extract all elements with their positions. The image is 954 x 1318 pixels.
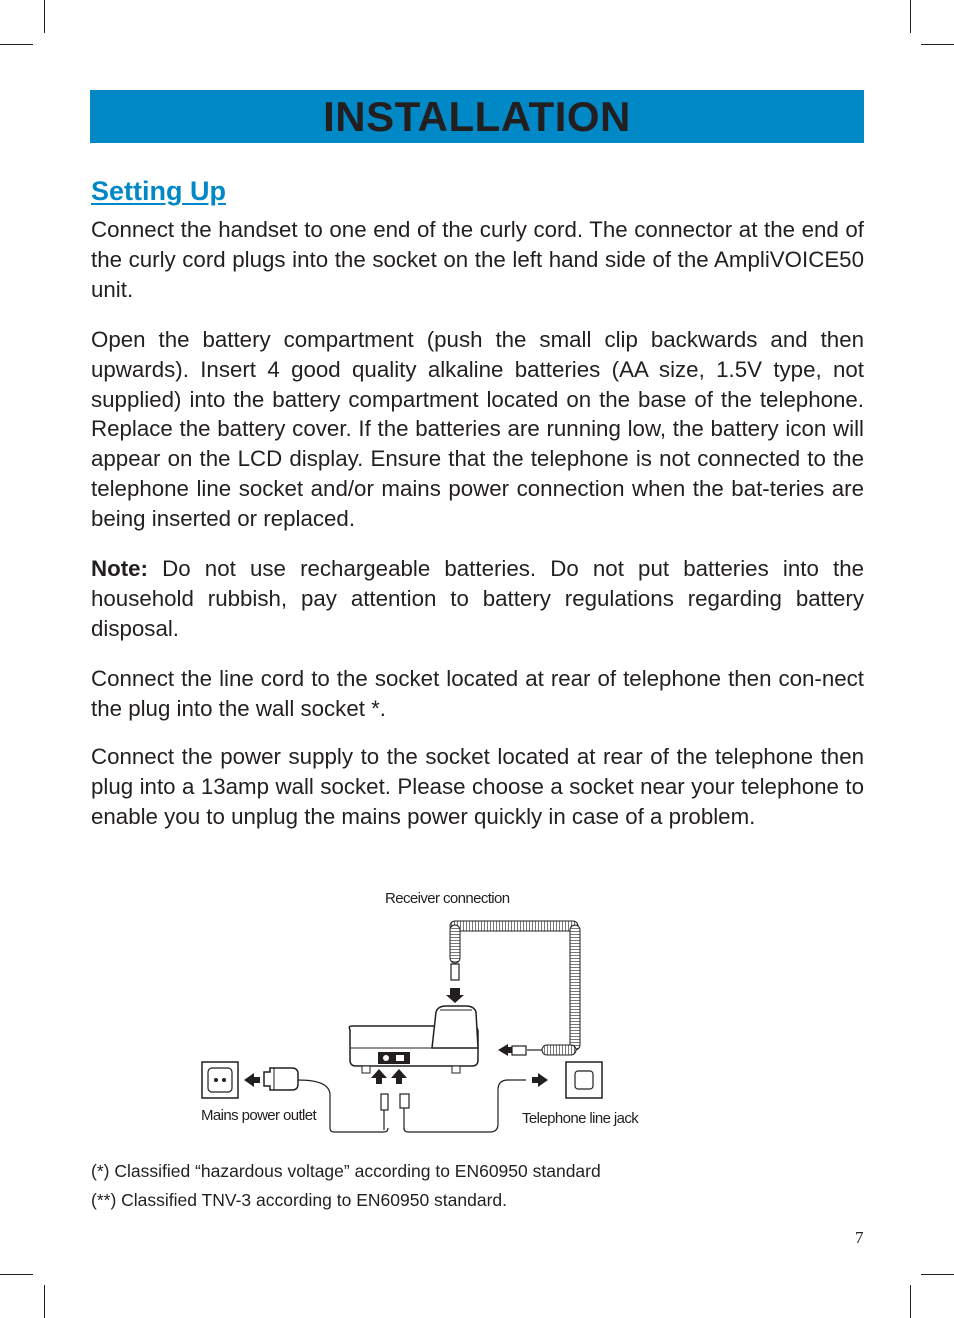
- paragraph-power-supply: Connect the power supply to the socket located at rear of the telephone then plug into a 13amp wall socket. Please choose a socket near your telephone to enable you to unplug the mains power quickly in case of a problem.: [91, 744, 864, 829]
- paragraph-handset: Connect the handset to one end of the curly cord. The connector at the end of the curly cord plugs into the socket on the left hand side of the AmpliVOICE50 unit.: [91, 217, 864, 302]
- paragraph-line-cord: Connect the line cord to the socket located at rear of telephone then con-nect the plug into the wall socket *.: [91, 666, 864, 721]
- footnote-tnv3: (**) Classified TNV-3 according to EN60950 standard.: [91, 1190, 508, 1210]
- receiver-connection-label: Receiver connection: [385, 890, 510, 907]
- crop-mark: [0, 44, 33, 45]
- line-jack-icon: [566, 1062, 602, 1098]
- arrow-icon: [446, 988, 464, 1003]
- page-number: 7: [855, 1228, 864, 1247]
- line-plug-icon: [400, 1094, 409, 1108]
- crop-mark: [921, 44, 954, 45]
- power-plug-icon: [381, 1094, 388, 1110]
- arrow-icon: [371, 1069, 387, 1084]
- note-text: Do not use rechargeable batteries. Do not put batteries into the household rubbish, pay attention to battery regulations regarding battery disposal.: [91, 556, 864, 641]
- paragraph-note: [91, 554, 864, 643]
- connection-diagram: [190, 880, 670, 1140]
- crop-mark: [910, 1285, 911, 1318]
- arrow-icon: [498, 1044, 512, 1056]
- mains-power-outlet-label: Mains power outlet: [201, 1107, 317, 1124]
- crop-mark: [910, 0, 911, 33]
- connection-diagram-svg: [190, 880, 670, 1140]
- mains-socket-icon: [202, 1062, 238, 1098]
- paragraph-batteries: Open the battery compartment (push the small clip backwards and then upwards). Insert 4 good quality alkaline batteries (AA size, 1.5V type, not supplied) into the battery compartment located on the base of the telephone. Replace the battery cover. If the batteries are running low, the battery icon will appear on the LCD display. Ensure that the telephone is not connected to the telephone line socket and/or mains power connection when the bat-teries are being inserted or replaced.: [91, 327, 864, 531]
- footnote-hazardous-voltage: (*) Classified “hazardous voltage” according to EN60950 standard: [91, 1161, 601, 1181]
- crop-mark: [0, 1274, 33, 1275]
- crop-mark: [44, 1285, 45, 1318]
- crop-mark: [921, 1274, 954, 1275]
- arrow-icon: [244, 1073, 260, 1087]
- handset-icon: [432, 1006, 478, 1048]
- section-title: Setting Up: [91, 176, 226, 206]
- telephone-line-jack-label: Telephone line jack: [522, 1110, 639, 1127]
- note-label: Note:: [91, 556, 148, 581]
- arrow-icon: [532, 1073, 548, 1087]
- page-title: INSTALLATION: [90, 90, 864, 143]
- crop-mark: [44, 0, 45, 33]
- arrow-icon: [391, 1069, 407, 1084]
